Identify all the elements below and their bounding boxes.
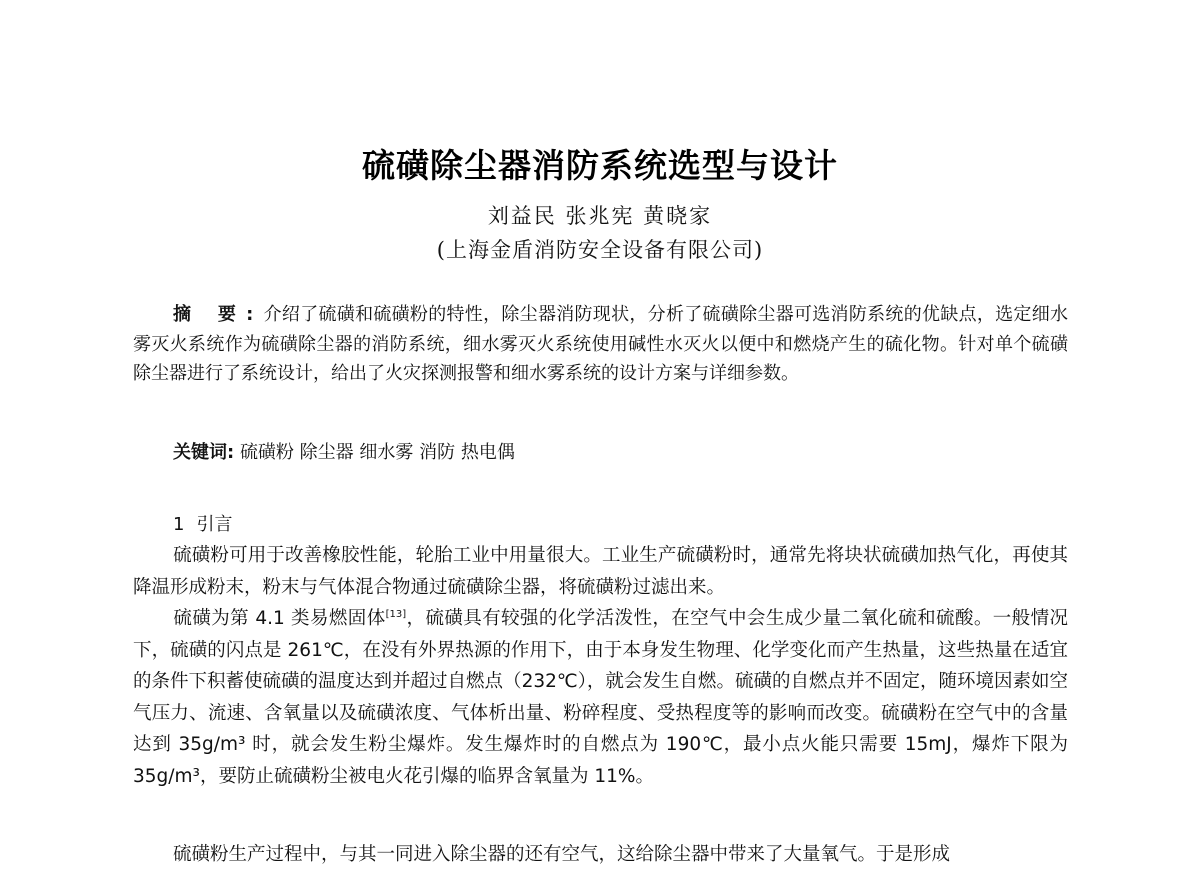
keywords-text: 硫磺粉 除尘器 细水雾 消防 热电偶 <box>239 442 515 463</box>
paragraph-3 <box>133 839 1068 871</box>
section-number: 1 <box>173 514 185 535</box>
paper-affiliation: (上海金盾消防安全设备有限公司) <box>436 238 764 262</box>
paragraph-2 <box>133 603 1068 792</box>
paragraph-1-text: 硫磺粉可用于改善橡胶性能，轮胎工业中用量很大。工业生产硫磺粉时，通常先将块状硫磺加热气化，再使其降温形成粉末，粉末与气体混合物通过硫磺除尘器，将硫磺粉过滤出来。 <box>133 545 1068 598</box>
paper-authors: 刘益民 张兆宪 黄晓家 <box>487 204 713 228</box>
keywords-label: 关键词: <box>173 442 235 463</box>
paragraph-1 <box>133 540 1068 603</box>
paragraph-3-text: 硫磺粉生产过程中，与其一同进入除尘器的还有空气，这给除尘器中带来了大量氧气。于是形成 <box>173 844 951 865</box>
keywords-block <box>173 438 515 467</box>
abstract-block <box>133 300 1068 389</box>
abstract-text: 介绍了硫磺和硫磺粉的特性，除尘器消防现状，分析了硫磺除尘器可选消防系统的优缺点，选定细水雾灭火系统作为硫磺除尘器的消防系统，细水雾灭火系统使用碱性水灭火以便中和燃烧产生的硫化物。针对单个硫磺除尘器进行了系统设计，给出了火灾探测报警和细水雾系统的设计方案与详细参数。 <box>133 304 1069 384</box>
paragraph-2-text-a: 硫磺为第 4.1 类易燃固体 <box>173 608 386 629</box>
paper-title: 硫磺除尘器消防系统选型与设计 <box>362 146 838 185</box>
section-title: 引言 <box>196 514 233 535</box>
paragraph-2-text-b: ，硫磺具有较强的化学活泼性，在空气中会生成少量二氧化硫和硫酸。一般情况下，硫磺的闪点是 261℃，在没有外界热源的作用下，由于本身发生物理、化学变化而产生热量，这些热量在适宜的条件下积蓄使硫磺的温度达到并超过自燃点（232℃），就会发生自燃。硫磺的自燃点并不固定，随环境因素如空气压力、流速、含氧量以及硫磺浓度、气体析出量、粉碎程度、受热程度等的影响而改变。硫磺粉在空气中的含量达到 35g/m³ 时，就会发生粉尘爆炸。发生爆炸时的自燃点为 190℃，最小点火能只需要 15mJ，爆炸下限为 35g/m³，要防止硫磺粉尘被电火花引爆的临界含氧量为 11%。 <box>133 608 1068 787</box>
abstract-label: 摘 要: <box>173 304 264 325</box>
citation-ref: [13] <box>385 608 407 620</box>
section-heading <box>173 510 232 536</box>
